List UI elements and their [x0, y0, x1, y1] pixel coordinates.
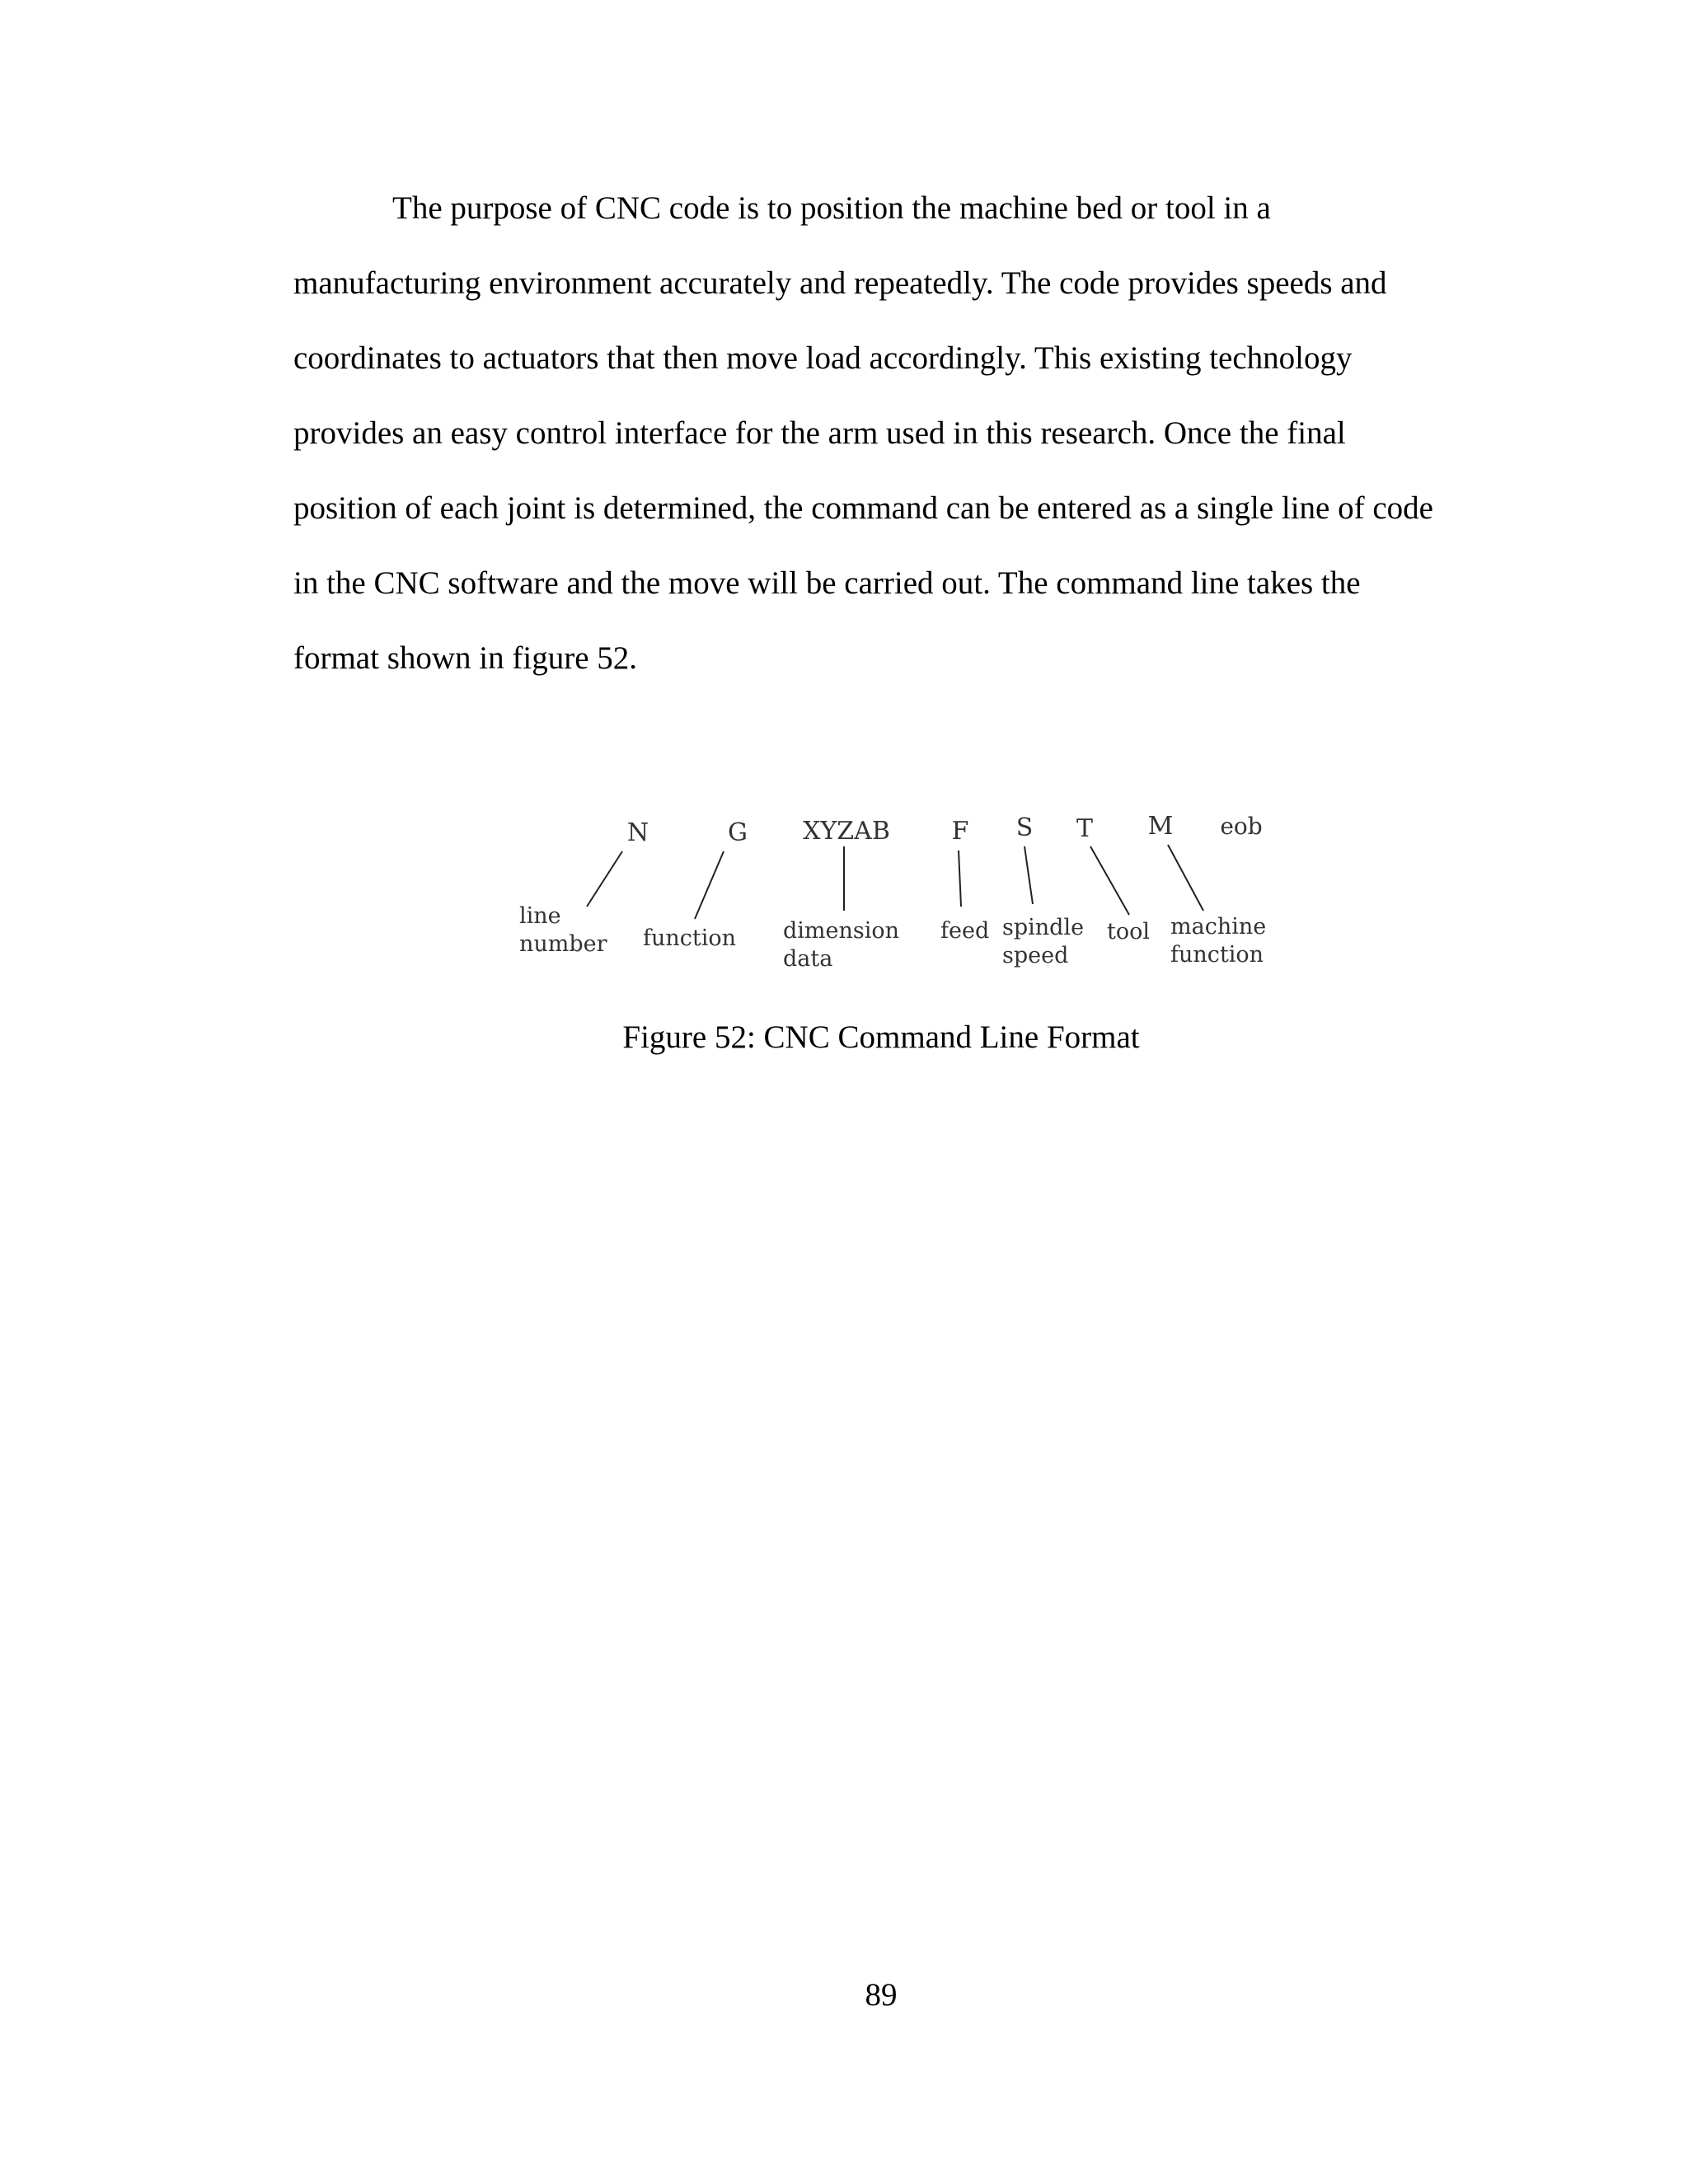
paragraph-line: The purpose of CNC code is to position the machine bed or tool in a: [392, 190, 1271, 226]
label-data: data: [783, 946, 833, 972]
label-feed: feed: [940, 918, 990, 944]
paragraph-line: provides an easy control interface for the arm used in this research. Once the final: [293, 415, 1346, 451]
connector-line: [695, 851, 724, 919]
code-N: N: [626, 818, 649, 847]
label-speed: speed: [1002, 943, 1069, 968]
label-number: number: [519, 931, 607, 957]
paragraph-line: position of each joint is determined, the command can be entered as a single line of code: [293, 490, 1433, 526]
paragraph-line: format shown in figure 52.: [293, 640, 638, 676]
label-function: function: [643, 926, 737, 951]
connector-line: [1090, 846, 1129, 915]
connector-line: [587, 851, 622, 907]
page-number: 89: [865, 1977, 898, 2013]
code-F: F: [951, 817, 969, 846]
code-S: S: [1015, 813, 1034, 842]
connector-line: [1025, 846, 1033, 904]
code-eob: eob: [1220, 813, 1263, 840]
label-machine-function: function: [1170, 942, 1264, 968]
code-XYZAB: XYZAB: [803, 817, 890, 846]
label-dimension: dimension: [783, 918, 900, 944]
paragraph-line: coordinates to actuators that then move load accordingly. This existing technology: [293, 340, 1353, 376]
label-tool: tool: [1107, 919, 1150, 944]
paragraph-line: in the CNC software and the move will be carried out. The command line takes the: [293, 565, 1361, 601]
cnc-command-line-diagram: [511, 804, 1294, 993]
code-G: G: [728, 818, 748, 847]
label-spindle: spindle: [1002, 915, 1085, 940]
connector-line: [959, 851, 961, 907]
figure-caption: Figure 52: CNC Command Line Format: [622, 1019, 1140, 1055]
label-line: line: [519, 903, 561, 929]
code-T: T: [1076, 814, 1094, 843]
code-M: M: [1147, 812, 1174, 841]
label-machine: machine: [1170, 914, 1267, 940]
connector-line: [1168, 845, 1203, 911]
paragraph-line: manufacturing environment accurately and repeatedly. The code provides speeds and: [293, 265, 1387, 301]
